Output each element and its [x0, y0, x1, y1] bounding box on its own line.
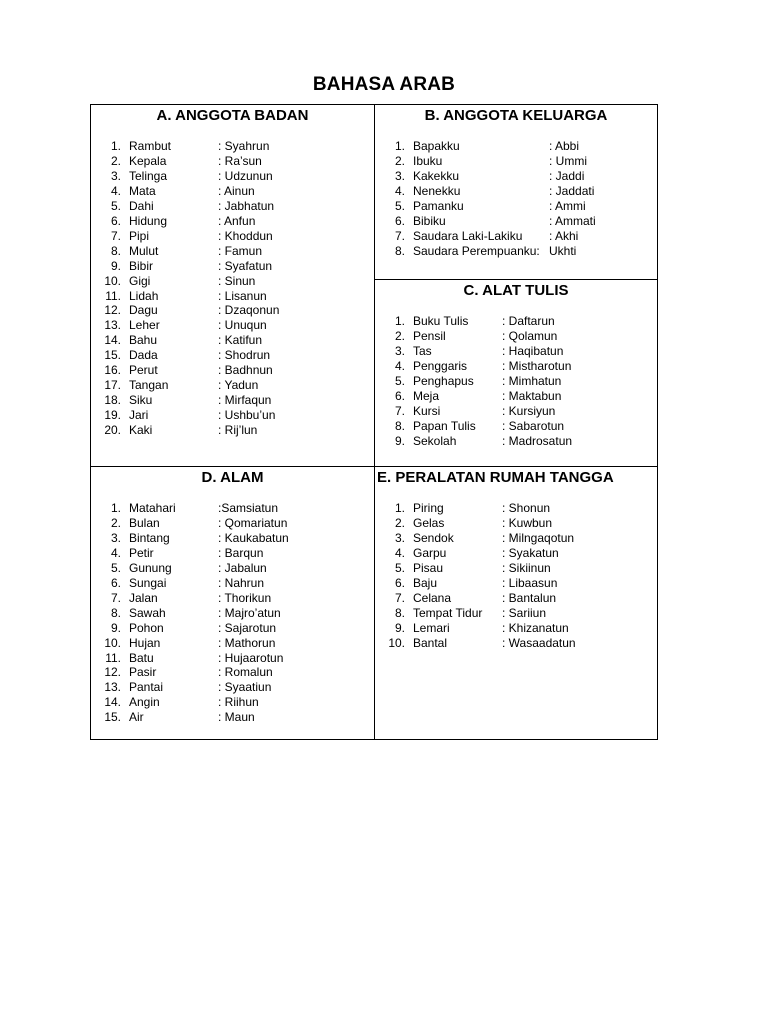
item-number: 7.: [394, 228, 405, 243]
item-translation: : Shodrun: [218, 348, 271, 363]
item-translation: : Udzunun: [218, 168, 273, 183]
item-number: 2.: [110, 153, 121, 168]
item-translation: : Romalun: [218, 665, 273, 680]
list-item: [99, 229, 279, 244]
item-translation: : Milngaqotun: [502, 530, 575, 545]
list-item: [383, 516, 576, 531]
item-number: 4.: [394, 545, 405, 560]
section-title: B. ANGGOTA KELUARGA: [424, 107, 608, 124]
item-term: Sungai: [129, 575, 167, 590]
item-translation: : Jaddati: [549, 183, 595, 198]
item-translation: : Jaddi: [549, 168, 585, 183]
item-translation: : Sariiun: [502, 605, 547, 620]
word-list: [383, 139, 596, 259]
list-item: [99, 139, 279, 154]
item-term: Nenekku: [413, 183, 461, 198]
list-item: [99, 318, 279, 333]
item-translation: : Famun: [218, 243, 263, 258]
item-translation: : Jabalun: [218, 560, 267, 575]
item-translation: : Majro’atun: [218, 605, 281, 620]
item-translation: : Ushbu’un: [218, 408, 276, 423]
list-item: [99, 274, 279, 289]
item-term: Kaki: [129, 423, 153, 438]
item-translation: : Khizanatun: [502, 620, 569, 635]
item-translation: Ukhti: [549, 243, 577, 258]
item-number: 6.: [394, 388, 405, 403]
item-term: Petir: [129, 545, 154, 560]
item-term: Tempat Tidur: [413, 605, 483, 620]
item-number: 13.: [104, 318, 121, 333]
item-translation: : Qomariatun: [218, 515, 288, 530]
list-item: [383, 501, 576, 516]
list-item: [99, 621, 289, 636]
item-term: Saudara Perempuanku:: [413, 243, 540, 258]
item-translation: : Syakatun: [502, 545, 559, 560]
item-term: Ibuku: [413, 153, 443, 168]
item-number: 19.: [104, 408, 121, 423]
list-item: [383, 419, 572, 434]
list-item: [99, 214, 279, 229]
list-item: [99, 561, 289, 576]
item-number: 17.: [104, 378, 121, 393]
item-translation: : Rij’lun: [218, 423, 258, 438]
item-number: 1.: [110, 139, 121, 153]
item-term: Pantai: [129, 680, 164, 695]
item-translation: : Jabhatun: [218, 198, 275, 213]
word-list: [383, 314, 572, 449]
item-number: 8.: [110, 605, 121, 620]
item-translation: : Sabarotun: [502, 418, 565, 433]
item-term: Pohon: [129, 620, 164, 635]
item-translation: : Kursiyun: [502, 403, 556, 418]
list-item: [99, 531, 289, 546]
item-term: Bantal: [413, 635, 448, 650]
item-translation: : Sinun: [218, 273, 256, 288]
section-title: E. PERALATAN RUMAH TANGGA: [377, 469, 614, 486]
list-item: [99, 393, 279, 408]
item-number: 12.: [104, 303, 121, 318]
item-number: 14.: [104, 695, 121, 710]
item-number: 4.: [394, 358, 405, 373]
item-number: 8.: [394, 243, 405, 258]
item-term: Kakekku: [413, 168, 460, 183]
item-term: Leher: [129, 318, 160, 333]
item-translation: : Qolamun: [502, 328, 558, 343]
item-term: Batu: [129, 650, 154, 665]
list-item: [383, 169, 596, 184]
item-number: 1.: [394, 314, 405, 328]
list-item: [383, 546, 576, 561]
item-translation: : Thorikun: [218, 590, 272, 605]
vocabulary-table: [90, 104, 658, 740]
item-translation: : Anfun: [218, 213, 256, 228]
item-term: Bulan: [129, 515, 160, 530]
item-term: Hidung: [129, 213, 168, 228]
item-translation: : Syaatiun: [218, 680, 272, 695]
list-item: [383, 214, 596, 229]
item-number: 1.: [394, 139, 405, 153]
item-term: Lemari: [413, 620, 450, 635]
list-item: [99, 576, 289, 591]
item-term: Kursi: [413, 403, 441, 418]
list-item: [99, 501, 289, 516]
item-number: 2.: [110, 515, 121, 530]
item-term: Piring: [413, 501, 444, 515]
list-item: [99, 680, 289, 695]
item-number: 5.: [110, 198, 121, 213]
list-item: [99, 184, 279, 199]
item-number: 14.: [104, 333, 121, 348]
item-term: Garpu: [413, 545, 447, 560]
list-item: [383, 389, 572, 404]
item-translation: : Unuqun: [218, 318, 267, 333]
item-translation: : Hujaarotun: [218, 650, 284, 665]
item-number: 15.: [104, 710, 121, 725]
word-list: [99, 501, 289, 725]
item-number: 4.: [394, 183, 405, 198]
item-translation: : Wasaadatun: [502, 635, 576, 650]
list-item: [99, 169, 279, 184]
item-translation: : Ainun: [218, 183, 255, 198]
item-number: 4.: [110, 183, 121, 198]
word-list: [383, 501, 576, 651]
item-translation: : Madrosatun: [502, 433, 573, 448]
list-item: [383, 314, 572, 329]
item-term: Air: [129, 710, 144, 725]
item-term: Jalan: [129, 590, 158, 605]
list-item: [383, 199, 596, 214]
item-translation: : Ammi: [549, 198, 586, 213]
item-number: 2.: [394, 515, 405, 530]
list-item: [99, 591, 289, 606]
word-list: [99, 139, 279, 438]
item-term: Penghapus: [413, 373, 474, 388]
item-number: 2.: [394, 153, 405, 168]
item-term: Bibiku: [413, 213, 446, 228]
item-translation: : Khoddun: [218, 228, 273, 243]
list-item: [99, 651, 289, 666]
item-number: 13.: [104, 680, 121, 695]
section-title: D. ALAM: [201, 469, 264, 486]
list-item: [383, 576, 576, 591]
list-item: [383, 621, 576, 636]
item-number: 7.: [394, 403, 405, 418]
section-title: C. ALAT TULIS: [463, 282, 569, 299]
item-term: Bintang: [129, 530, 170, 545]
item-term: Bapakku: [413, 139, 460, 153]
item-term: Mulut: [129, 243, 159, 258]
item-number: 5.: [394, 560, 405, 575]
item-number: 3.: [110, 168, 121, 183]
item-translation: : Bantalun: [502, 590, 557, 605]
item-number: 1.: [110, 501, 121, 515]
item-translation: : Abbi: [549, 139, 580, 153]
item-term: Saudara Laki-Lakiku: [413, 228, 523, 243]
item-term: Dagu: [129, 303, 158, 318]
item-number: 6.: [110, 575, 121, 590]
item-term: Hujan: [129, 635, 161, 650]
item-number: 7.: [110, 228, 121, 243]
list-item: [383, 229, 596, 244]
item-number: 11.: [105, 650, 121, 665]
item-term: Tas: [413, 343, 432, 358]
item-translation: : Ra’sun: [218, 153, 262, 168]
list-item: [99, 408, 279, 423]
item-number: 9.: [110, 258, 121, 273]
list-item: [383, 184, 596, 199]
item-number: 11.: [105, 288, 121, 303]
section-title: A. ANGGOTA BADAN: [156, 107, 309, 124]
list-item: [383, 561, 576, 576]
item-term: Sawah: [129, 605, 166, 620]
list-item: [99, 363, 279, 378]
page-title: BAHASA ARAB: [312, 74, 456, 95]
item-term: Gigi: [129, 273, 151, 288]
list-item: [99, 546, 289, 561]
item-number: 6.: [394, 575, 405, 590]
item-term: Sekolah: [413, 433, 457, 448]
item-term: Celana: [413, 590, 452, 605]
item-term: Pensil: [413, 328, 446, 343]
item-term: Kepala: [129, 153, 167, 168]
list-item: [383, 139, 596, 154]
item-translation: : Lisanun: [218, 288, 267, 303]
list-item: [99, 259, 279, 274]
list-item: [383, 606, 576, 621]
item-number: 4.: [110, 545, 121, 560]
item-number: 7.: [110, 590, 121, 605]
list-item: [99, 244, 279, 259]
list-item: [383, 404, 572, 419]
list-item: [383, 329, 572, 344]
list-item: [99, 333, 279, 348]
item-translation: : Haqibatun: [502, 343, 564, 358]
list-item: [99, 516, 289, 531]
section-alam: [90, 466, 375, 740]
item-translation: : Sajarotun: [218, 620, 277, 635]
list-item: [99, 423, 279, 438]
list-item: [99, 695, 289, 710]
item-term: Sendok: [413, 530, 454, 545]
item-number: 10.: [104, 635, 121, 650]
item-translation: : Shonun: [502, 501, 551, 515]
item-translation: :Samsiatun: [218, 501, 279, 515]
list-item: [383, 374, 572, 389]
item-number: 9.: [110, 620, 121, 635]
item-number: 8.: [110, 243, 121, 258]
item-term: Telinga: [129, 168, 168, 183]
item-number: 3.: [394, 343, 405, 358]
list-item: [99, 665, 289, 680]
item-translation: : Badhnun: [218, 363, 273, 378]
item-translation: : Dzaqonun: [218, 303, 280, 318]
item-translation: : Maktabun: [502, 388, 562, 403]
item-term: Gunung: [129, 560, 172, 575]
item-translation: : Kuwbun: [502, 515, 553, 530]
item-term: Baju: [413, 575, 438, 590]
list-item: [383, 531, 576, 546]
item-term: Gelas: [413, 515, 445, 530]
list-item: [99, 378, 279, 393]
list-item: [99, 154, 279, 169]
section-peralatan-rumah-tangga: [374, 466, 658, 740]
item-term: Tangan: [129, 378, 169, 393]
item-term: Papan Tulis: [413, 418, 476, 433]
item-term: Angin: [129, 695, 160, 710]
item-number: 9.: [394, 620, 405, 635]
list-item: [99, 636, 289, 651]
list-item: [383, 244, 596, 259]
item-term: Dada: [129, 348, 158, 363]
item-number: 20.: [104, 423, 121, 438]
list-item: [383, 434, 572, 449]
item-term: Dahi: [129, 198, 154, 213]
item-term: Bibir: [129, 258, 154, 273]
item-number: 6.: [394, 213, 405, 228]
item-translation: : Ammati: [549, 213, 596, 228]
section-anggota-badan: [90, 104, 375, 467]
item-term: Meja: [413, 388, 440, 403]
list-item: [99, 303, 279, 318]
item-term: Pipi: [129, 228, 150, 243]
item-number: 5.: [394, 198, 405, 213]
item-number: 7.: [394, 590, 405, 605]
item-translation: : Nahrun: [218, 575, 265, 590]
list-item: [99, 710, 289, 725]
item-number: 18.: [104, 393, 121, 408]
list-item: [99, 199, 279, 214]
item-number: 10.: [388, 635, 405, 650]
section-anggota-keluarga: [374, 104, 658, 280]
item-term: Pisau: [413, 560, 444, 575]
item-translation: : Akhi: [549, 228, 579, 243]
item-translation: : Syafatun: [218, 258, 273, 273]
section-alat-tulis: [374, 279, 658, 467]
item-number: 6.: [110, 213, 121, 228]
item-translation: : Katifun: [218, 333, 263, 348]
item-translation: : Mathorun: [218, 635, 276, 650]
item-number: 12.: [104, 665, 121, 680]
item-translation: : Riihun: [218, 695, 259, 710]
item-number: 9.: [394, 433, 405, 448]
item-number: 5.: [110, 560, 121, 575]
item-term: Bahu: [129, 333, 158, 348]
item-term: Penggaris: [413, 358, 468, 373]
item-translation: : Mistharotun: [502, 358, 572, 373]
item-translation: : Libaasun: [502, 575, 558, 590]
item-term: Lidah: [129, 288, 159, 303]
item-term: Pasir: [129, 665, 157, 680]
item-term: Buku Tulis: [413, 314, 469, 328]
item-term: Perut: [129, 363, 158, 378]
item-number: 1.: [394, 501, 405, 515]
item-term: Jari: [129, 408, 149, 423]
item-term: Matahari: [129, 501, 176, 515]
item-translation: : Maun: [218, 710, 255, 725]
item-number: 15.: [104, 348, 121, 363]
item-number: 16.: [104, 363, 121, 378]
list-item: [383, 344, 572, 359]
item-number: 8.: [394, 418, 405, 433]
list-item: [99, 289, 279, 304]
item-term: Pamanku: [413, 198, 464, 213]
item-number: 10.: [104, 273, 121, 288]
item-number: 2.: [394, 328, 405, 343]
list-item: [383, 154, 596, 169]
list-item: [383, 636, 576, 651]
item-term: Siku: [129, 393, 153, 408]
item-translation: : Kaukabatun: [218, 530, 289, 545]
item-translation: : Yadun: [218, 378, 259, 393]
item-translation: : Mirfaqun: [218, 393, 272, 408]
item-number: 8.: [394, 605, 405, 620]
item-number: 3.: [394, 168, 405, 183]
item-number: 5.: [394, 373, 405, 388]
item-translation: : Syahrun: [218, 139, 270, 153]
item-term: Mata: [129, 183, 156, 198]
item-number: 3.: [394, 530, 405, 545]
item-number: 3.: [110, 530, 121, 545]
item-translation: : Barqun: [218, 545, 264, 560]
item-translation: : Ummi: [549, 153, 587, 168]
item-translation: : Daftarun: [502, 314, 555, 328]
item-translation: : Mimhatun: [502, 373, 562, 388]
list-item: [99, 606, 289, 621]
list-item: [99, 348, 279, 363]
item-translation: : Sikiinun: [502, 560, 551, 575]
list-item: [383, 591, 576, 606]
item-term: Rambut: [129, 139, 172, 153]
list-item: [383, 359, 572, 374]
